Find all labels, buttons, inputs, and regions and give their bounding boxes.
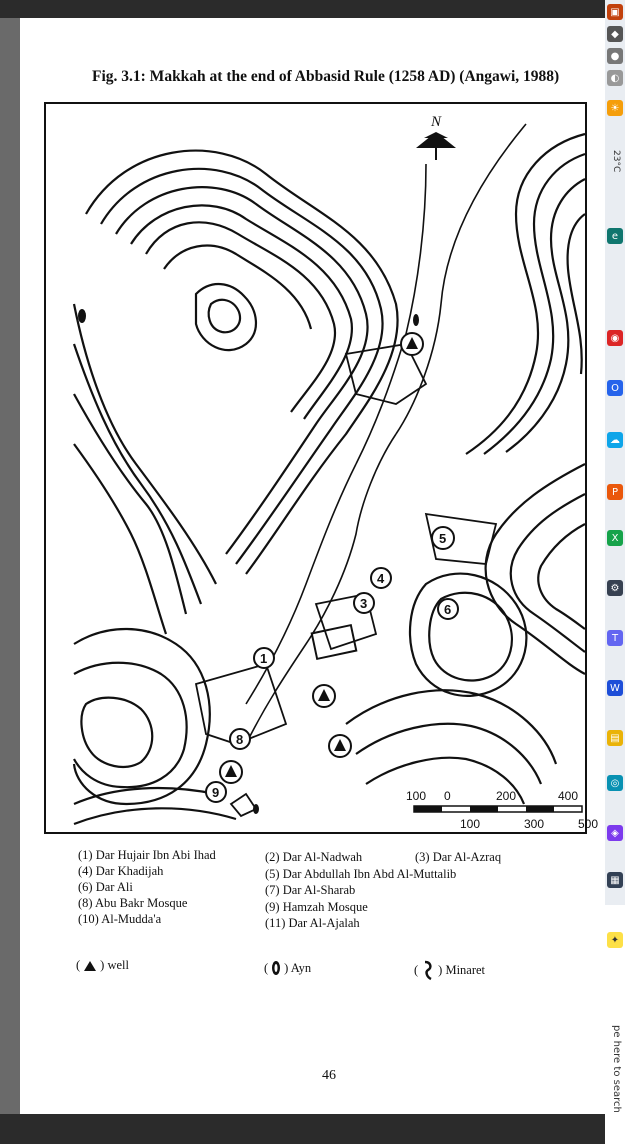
- app-icon[interactable]: ◎: [607, 775, 623, 791]
- document-page: [20, 18, 605, 1114]
- scale-label: 500: [578, 817, 599, 831]
- app-icon[interactable]: ◐: [607, 70, 623, 86]
- scale-bar: [414, 806, 582, 812]
- temperature-label: 23°C: [611, 150, 621, 173]
- app-icon[interactable]: ▣: [607, 4, 623, 20]
- map-drawing: [46, 104, 599, 832]
- well-symbol-icon: [83, 960, 97, 972]
- marker-4: [371, 568, 391, 588]
- svg-text:4: 4: [377, 571, 385, 586]
- scale-label: 100: [460, 817, 481, 831]
- marker-9: [206, 782, 226, 802]
- legend-item: (4) Dar Khadijah: [78, 864, 164, 878]
- marker-8: [230, 729, 250, 749]
- scale-label: 300: [524, 817, 545, 831]
- app-icon[interactable]: ◆: [607, 26, 623, 42]
- word-icon[interactable]: W: [607, 680, 623, 696]
- teams-icon[interactable]: T: [607, 630, 623, 646]
- legend-well: ( ) well: [76, 958, 129, 972]
- minaret-symbol-icon: [421, 960, 435, 980]
- outlook-icon[interactable]: O: [607, 380, 623, 396]
- legend-item: (9) Hamzah Mosque: [265, 899, 368, 914]
- legend-ayn: ( ) Ayn: [264, 960, 312, 975]
- app-icon[interactable]: ◈: [607, 825, 623, 841]
- contour-map: [44, 102, 599, 834]
- sparkle-icon[interactable]: ✦: [607, 932, 623, 948]
- legend-item: (2) Dar Al-Nadwah: [265, 850, 363, 864]
- onedrive-icon[interactable]: ☁: [607, 432, 623, 448]
- page-number: 46: [322, 1068, 336, 1083]
- scale-label: 400: [558, 789, 579, 803]
- viewer-left-gutter: [0, 18, 20, 1114]
- marker-5: [432, 527, 454, 549]
- scale-label: 200: [496, 789, 517, 803]
- weather-icon[interactable]: ☀: [607, 100, 623, 116]
- well-icon: [220, 761, 242, 783]
- legend-item: (10) Al-Mudda'a: [78, 912, 162, 926]
- figure-title: Fig. 3.1: Makkah at the end of Abbasid Rule (1258 AD) (Angawi, 1988): [92, 68, 560, 85]
- search-box[interactable]: pe here to search: [611, 1025, 622, 1113]
- legend-column-3: [415, 850, 501, 865]
- legend-item: (6) Dar Ali: [78, 880, 133, 894]
- scale-label: 0: [444, 789, 451, 803]
- viewer-bottom-bar: [0, 1114, 605, 1144]
- legend-minaret: ( ) Minaret: [414, 960, 485, 980]
- viewer-top-bar: [0, 0, 605, 18]
- legend-item: (7) Dar Al-Sharab: [265, 883, 356, 897]
- svg-text:5: 5: [439, 531, 447, 546]
- legend-item: (5) Dar Abdullah Ibn Abd Al-Muttalib: [265, 866, 457, 881]
- marker-3: [354, 593, 374, 613]
- svg-text:6: 6: [444, 602, 452, 617]
- legend-item: (8) Abu Bakr Mosque: [78, 896, 188, 910]
- marker-1: [254, 648, 274, 668]
- well-icon: [313, 685, 335, 707]
- svg-text:1: 1: [260, 651, 268, 666]
- well-icon: [401, 333, 423, 355]
- edge-icon[interactable]: e: [607, 228, 623, 244]
- legend-item: (1) Dar Hujair Ibn Abi Ihad: [78, 848, 216, 862]
- legend-item: (3) Dar Al-Azraq: [415, 850, 502, 864]
- north-arrow-icon: [416, 132, 456, 160]
- chrome-icon[interactable]: ◉: [607, 330, 623, 346]
- excel-icon[interactable]: X: [607, 530, 623, 546]
- svg-text:8: 8: [236, 732, 244, 747]
- app-icon[interactable]: ▦: [607, 872, 623, 888]
- legend-item: (11) Dar Al-Ajalah: [265, 916, 360, 930]
- svg-text:3: 3: [360, 596, 368, 611]
- marker-6: [438, 599, 458, 619]
- files-icon[interactable]: ▤: [607, 730, 623, 746]
- legend-column-1: [78, 847, 216, 927]
- well-icon: [329, 735, 351, 757]
- settings-icon[interactable]: ⚙: [607, 580, 623, 596]
- north-label: N: [431, 114, 442, 130]
- windows-taskbar: [605, 0, 625, 1144]
- app-icon[interactable]: ●: [607, 48, 623, 64]
- ayn-symbol-icon: [271, 960, 281, 976]
- powerpoint-icon[interactable]: P: [607, 484, 623, 500]
- svg-text:9: 9: [212, 785, 220, 800]
- scale-label: 100: [406, 789, 427, 803]
